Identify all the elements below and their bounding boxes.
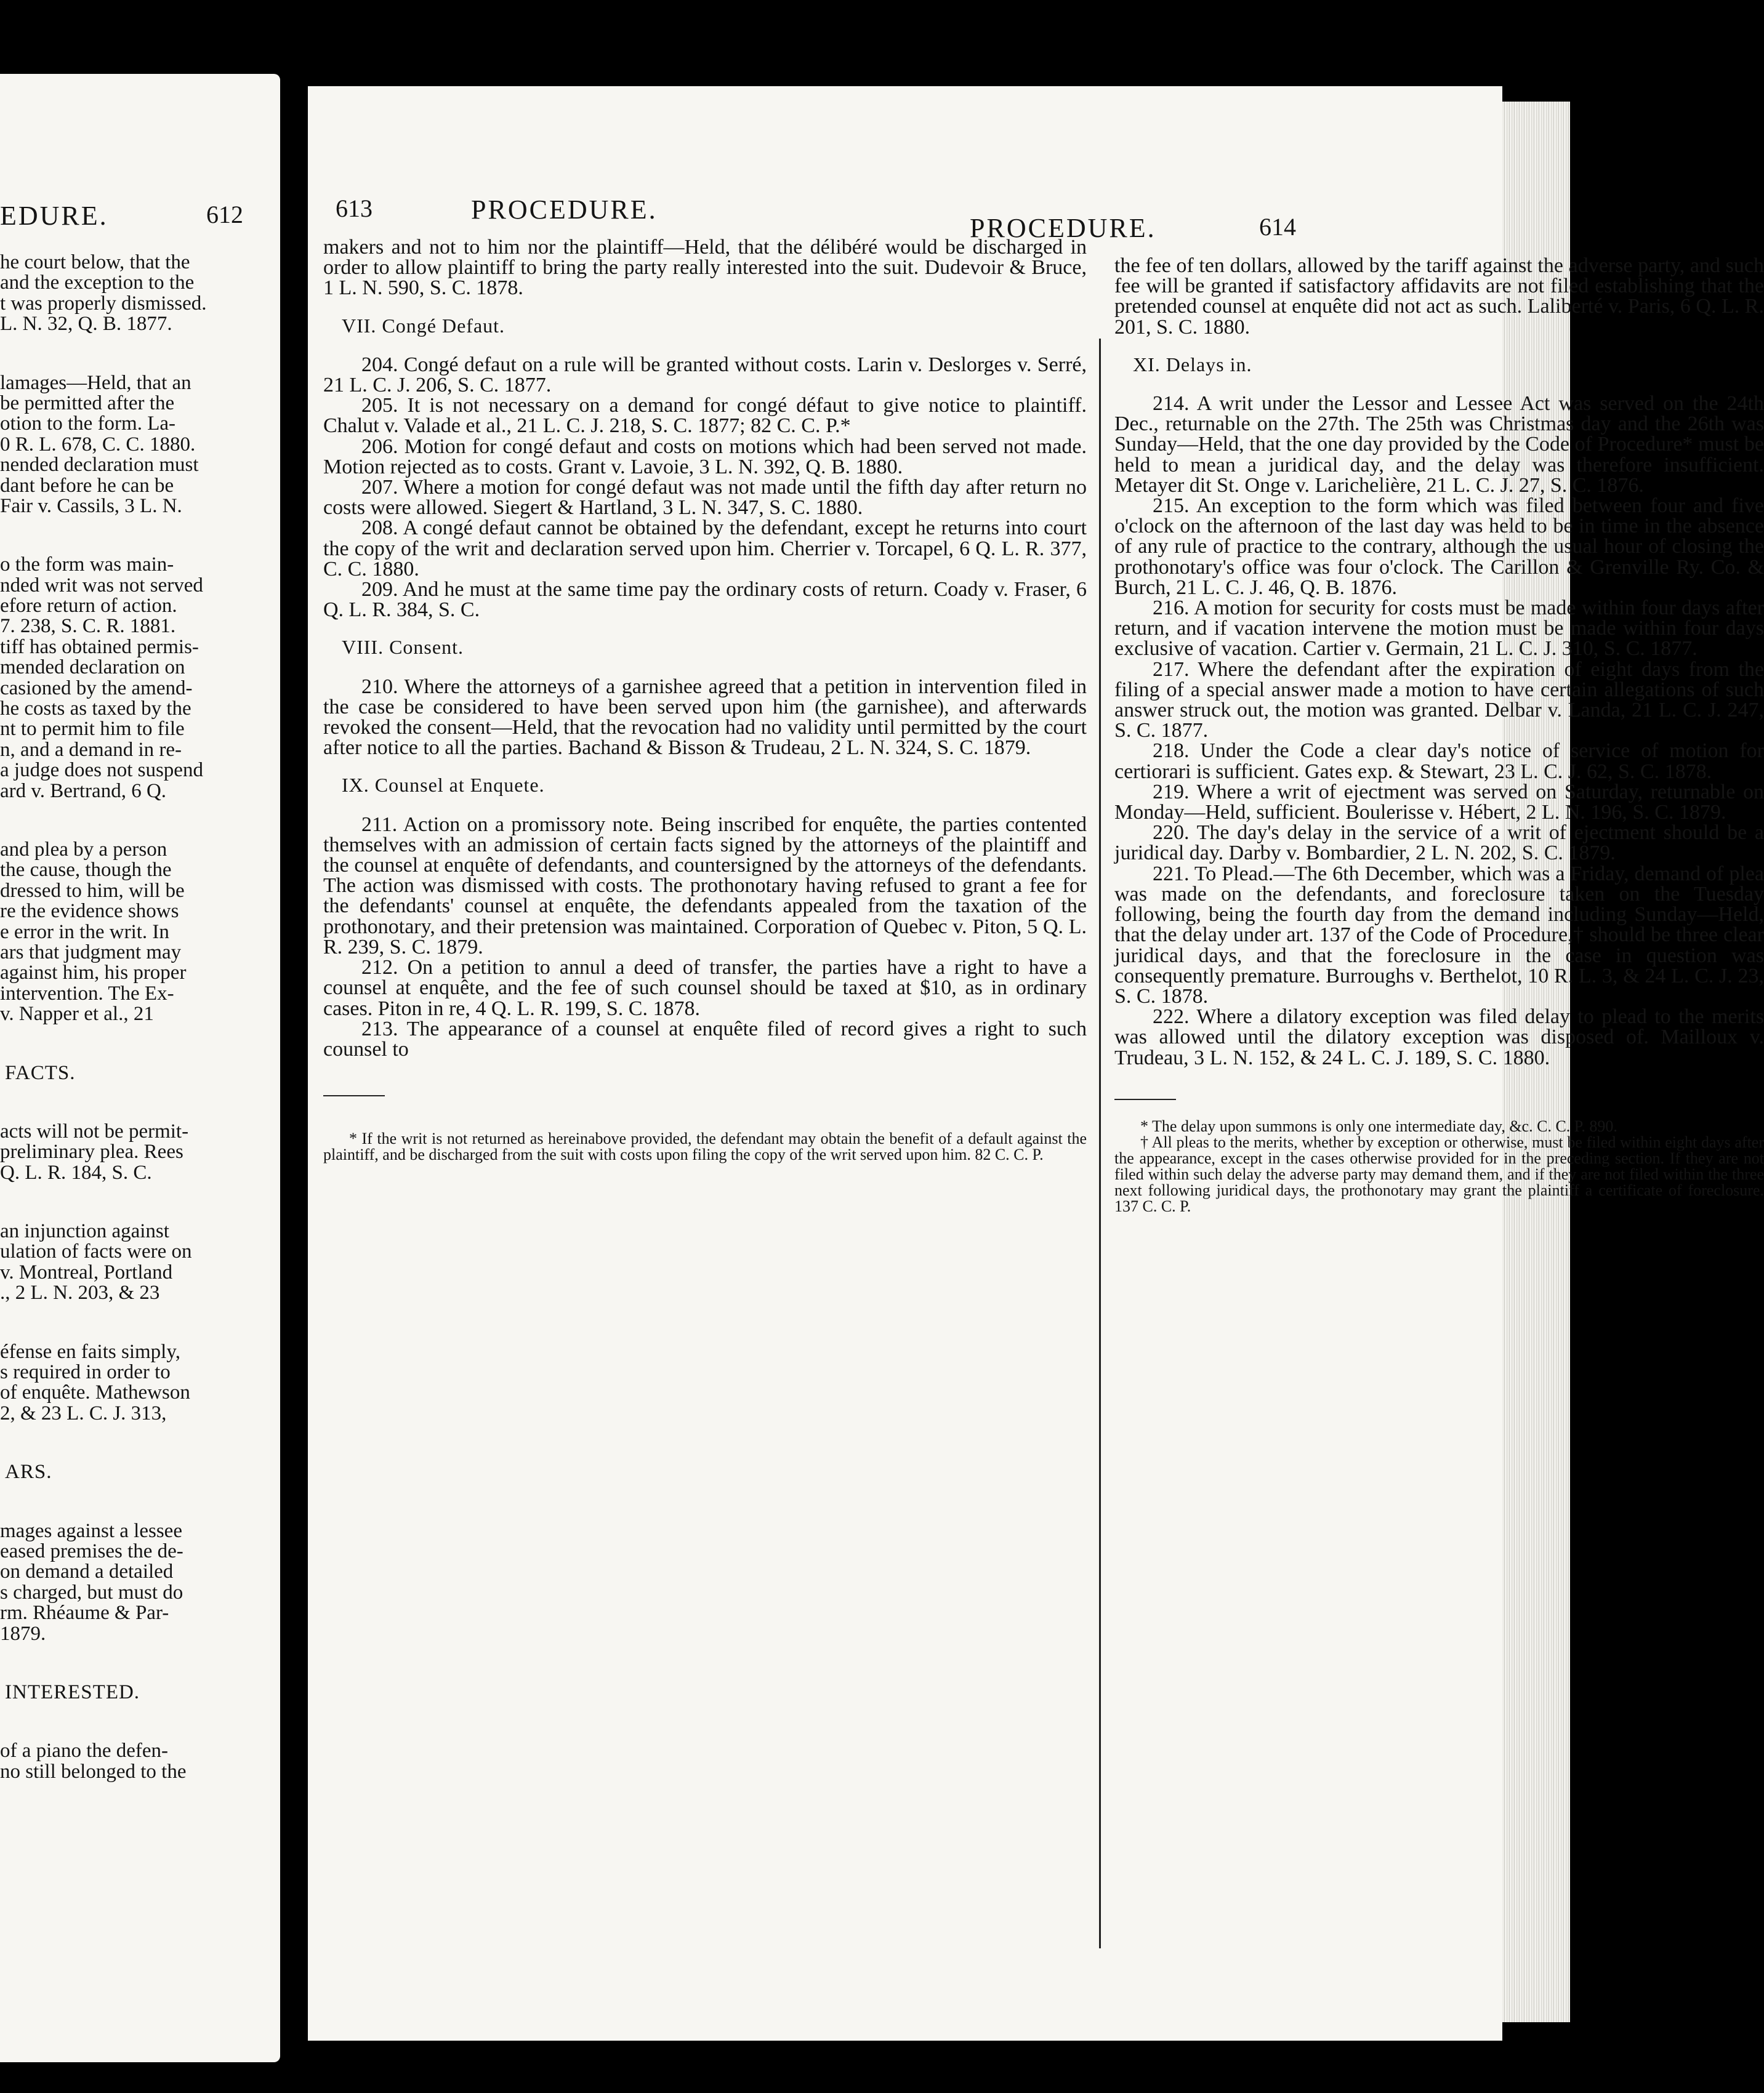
paragraph-206: 206. Motion for congé defaut and costs on motions which had been served not made. Motion rejected as to costs. Grant v. Lavoie, 3 L. N. 392, Q. B. 1880. [323,435,1087,478]
left-page-line: an injunction against [0,1220,169,1243]
left-page-line: he costs as taxed by the [0,697,191,720]
left-page-line [0,1183,240,1221]
left-page-line: ulation of facts were on [0,1240,192,1263]
paragraph-217: 217. Where the defendant after the expiration of eight days from the filing of a special answer made a motion to have certain allegations of such answer struck out, the motion was granted. Delbar v. Landa, 21 L. C. J. 247, S. C. 1877. [1114,657,1764,742]
left-page-line [0,1424,240,1462]
left-page-line: of enquête. Mathewson [0,1381,190,1404]
left-page-line [0,801,240,840]
paragraph-218: 218. Under the Code a clear day's notice of service of motion for certiorari is sufficient. Gates exp. & Stewart, 23 L. C. J. 62, S. C. 1878. [1114,739,1764,783]
left-page-line [0,516,240,555]
section-heading-vii: VII. Congé Defaut. [342,314,505,337]
paragraph-212: 212. On a petition to annul a deed of transfer, the parties have a right to have a counsel at enquête, and the fee of such counsel should be taxed at $10, as in ordinary cases. Piton in re, 4 Q. L. R. 199, S. C. 1878. [323,956,1087,1020]
paragraph-205: 205. It is not necessary on a demand for congé défaut to give notice to plaintiff. Chalut v. Valade et al., 21 L. C. J. 218, S. C. 1877; 82 C. C. P.* [323,394,1087,438]
left-page-line: on demand a detailed [0,1561,174,1583]
left-page [0,74,280,2062]
left-page-text [0,252,240,1782]
left-page-line: v. Napper et al., 21 [0,1003,154,1026]
left-page-line: Fair v. Cassils, 3 L. N. [0,494,182,517]
paragraph-219: 219. Where a writ of ejectment was served on Saturday, returnable on Monday—Held, sufficient. Boulerisse v. Hébert, 2 L. N. 196, S. C. 1879. [1114,780,1764,824]
left-page-line: mended declaration on [0,656,185,679]
left-page-line: nt to permit him to file [0,718,185,741]
left-page-line: 1879. [0,1622,46,1645]
left-page-line: the cause, though the [0,859,172,882]
left-page-line: dant before he can be [0,474,174,497]
left-page-line: acts will not be permit- [0,1120,189,1143]
paragraph-222: 222. Where a dilatory exception was filed delay to plead to the merits was allowed until the dilatory exception was disposed of. Mailloux v. Trudeau, 3 L. N. 152, & 24 L. C. J. 189, S. C. 1880. [1114,1005,1764,1069]
left-page-line: eased premises the de- [0,1540,183,1562]
left-page-line [0,1644,240,1682]
left-page-line: intervention. The Ex- [0,982,174,1005]
paragraph-215: 215. An exception to the form which was filed between four and five o'clock on the afternoon of the last day was held to be in time in the absence of any rule of practice to the contrary, although the usual hour of closing the prothonotary's office was four o'clock. The Carillon & Grenville Ry. Co. & Burch, 21 L. C. J. 46, Q. B. 1876. [1114,494,1764,599]
book-spread [308,86,1764,2041]
left-page-line: a judge does not suspend [0,759,203,782]
left-page-line: n, and a demand in re- [0,738,182,761]
left-page-line: rm. Rhéaume & Par- [0,1602,169,1625]
column-divider [1099,339,1101,1948]
left-page-line: he court below, that the [0,251,190,273]
page-number-613: 613 [336,195,373,222]
paragraph-214: 214. A writ under the Lessor and Lessee Act was served on the 24th Dec., returnable on the 27th. The 25th was Christmas day and the 26th was Sunday—Held, that the one day provided by the Code of Procedure* must be held to mean a juridical day, and the delay was therefore insufficient. Metayer dit St. Onge v. Larichelière, 21 L. C. J. 27, S. C. 1876. [1114,392,1764,497]
left-page-line: casioned by the amend- [0,677,193,699]
section-heading-viii: VIII. Consent. [342,636,464,659]
paragraph-220: 220. The day's delay in the service of a writ of ejectment should be a juridical day. Darby v. Bombardier, 2 L. N. 202, S. C. 1879. [1114,821,1764,865]
paragraph-211: 211. Action on a promissory note. Being inscribed for enquête, the parties contented themselves with an admission of certain facts signed by the attorneys of the plaintiff and the counsel at enquête of defendants, and countersigned by the attorneys of the defendants. The action was dismissed with costs. The prothonotary having refused to grant a fee for the defendants' counsel at enquête, the defendants appealed from the taxation of the prothonotary, and their pretension was maintained. Corporation of Quebec v. Piton, 5 Q. L. R. 239, S. C. 1879. [323,813,1087,958]
column-613 [323,237,1087,1163]
paragraph-216: 216. A motion for security for costs must be made within four days after return, and if vacation intervene the motion must be made within four days exclusive of vacation. Cartier v. Germain, 21 L. C. J. 310, S. C. 1877. [1114,597,1764,661]
footnote-614-first: * The delay upon summons is only one intermediate day, &c. C. C. P. 890. [1140,1117,1617,1135]
paragraph-204: 204. Congé defaut on a rule will be granted without costs. Larin v. Deslorges v. Serré, 21 L. C. J. 206, S. C. 1877. [323,353,1087,397]
paragraph-opening-614: the fee of ten dollars, allowed by the tariff against the adverse party, and such fee will be granted if satisfactory affidavits are not filed establishing that the pretended counsel at enquête did not act as such. Laliberté v. Paris, 6 Q. L. R. 201, S. C. 1880. [1114,254,1764,339]
left-page-line: dressed to him, will be [0,879,185,902]
left-page-line: ars that judgment may [0,941,182,963]
footnote-613 [323,1131,1087,1163]
column-614 [1114,255,1764,1215]
left-page-line [0,1304,240,1342]
left-page-line [0,1483,240,1521]
paragraph-209: 209. And he must at the same time pay the ordinary costs of return. Coady v. Fraser, 6 Q. L. R. 384, S. C. [323,578,1087,622]
left-page-line: preliminary plea. Rees [0,1141,183,1163]
left-page-number: 612 [206,201,243,228]
left-page-line: against him, his proper [0,962,187,984]
left-page-line [0,1703,240,1741]
left-page-line: nended declaration must [0,454,199,476]
section-heading-xi: XI. Delays in. [1133,353,1252,376]
left-page-line: and the exception to the [0,271,195,294]
left-page-line: be permitted after the [0,392,175,414]
left-page-line: L. N. 32, Q. B. 1877. [0,313,172,335]
left-page-line: FACTS. [5,1061,76,1084]
footnote-613-text: * If the writ is not returned as hereinabove provided, the defendant may obtain the benefit of a default against the plaintiff, and be discharged from the suit with costs upon filing the copy of the writ served upon him. 82 C. C. P. [323,1130,1087,1164]
left-page-line: o the form was main- [0,553,174,576]
left-page-line: ARS. [5,1461,52,1484]
footnote-rule-613 [323,1095,385,1096]
running-head-613: PROCEDURE. [471,195,658,225]
left-page-line [0,1083,240,1122]
left-page-line: mages against a lessee [0,1519,182,1542]
section-heading-ix: IX. Counsel at Enquete. [342,774,545,797]
left-running-head: EDURE. [0,201,108,231]
paragraph-opening-613: makers and not to him nor the plaintiff—Held, that the délibéré would be discharged in order to allow plaintiff to bring the party really interested into the suit. Dudevoir & Bruce, 1 L. N. 590, S. C. 1878. [323,236,1087,300]
left-page-line [0,335,240,373]
footnotes-614 [1114,1119,1764,1215]
left-page-line: t was properly dismissed. [0,292,207,315]
left-page-line: INTERESTED. [5,1681,140,1703]
left-page-line: e error in the writ. In [0,920,169,943]
footnote-rule-614 [1114,1099,1176,1100]
running-head-614: PROCEDURE. [970,213,1156,243]
left-page-line: v. Montreal, Portland [0,1261,173,1284]
paragraph-210: 210. Where the attorneys of a garnishee agreed that a petition in intervention filed in the case be considered to have been served upon him (the garnishee), and afterwards revoked the consent—Held, that the revocation had no validity until permitted by the court after notice to all the parties. Bachand & Bisson & Trudeau, 2 L. N. 324, S. C. 1879. [323,675,1087,760]
left-page-line: lamages—Held, that an [0,371,191,394]
left-page-line: 7. 238, S. C. R. 1881. [0,615,176,638]
left-page-line: of a piano the defen- [0,1740,169,1762]
paragraph-221: 221. To Plead.—The 6th December, which was a Friday, demand of plea was made on the defendants, and foreclosure taken on the Tuesday following, being the fourth day from the demand including Sunday—Held, that the delay under art. 137 of the Code of Procedure,† should be three clear juridical days, and that the foreclosure in the case in question was consequently premature. Burroughs v. Berthelot, 10 R. L. 3, & 24 L. C. J. 23, S. C. 1878. [1114,862,1764,1008]
left-page-line: Q. L. R. 184, S. C. [0,1161,152,1184]
left-page-line [0,1025,240,1063]
left-page-line: otion to the form. La- [0,412,176,435]
left-page-line: éfense en faits simply, [0,1340,180,1363]
footnote-614-second: † All pleas to the merits, whether by exception or otherwise, must be filed within eight days after the appearance, except in the cases otherwise provided for in the preceding section. If they are not filed within such delay the adverse party may demand them, and if they are not filed within the three next following juridical days, the prothonotary may grant the plaintiff a certificate of foreclosure. 137 C. C. P. [1114,1133,1764,1215]
left-page-line: efore return of action. [0,595,177,617]
paragraph-213: 213. The appearance of a counsel at enquête filed of record gives a right to such counsel to [323,1017,1087,1061]
left-page-line: s required in order to [0,1361,171,1384]
paragraph-208: 208. A congé defaut cannot be obtained by the defendant, except he returns into court the copy of the writ and declaration served upon him. Cherrier v. Torcapel, 6 Q. L. R. 377, C. C. 1880. [323,516,1087,580]
left-page-line: 0 R. L. 678, C. C. 1880. [0,433,196,456]
left-page-line: ard v. Bertrand, 6 Q. [0,779,167,802]
left-page-line: 2, & 23 L. C. J. 313, [0,1402,167,1424]
left-page-line: nded writ was not served [0,574,203,597]
left-page-line: re the evidence shows [0,900,179,923]
left-page-line: tiff has obtained permis- [0,635,199,658]
paragraph-207: 207. Where a motion for congé defaut was not made until the fifth day after return no costs were allowed. Siegert & Hartland, 3 L. N. 347, S. C. 1880. [323,476,1087,520]
left-page-line: ., 2 L. N. 203, & 23 [0,1282,160,1304]
left-page-line: no still belonged to the [0,1760,187,1783]
left-page-line: and plea by a person [0,838,167,861]
left-page-line: s charged, but must do [0,1581,183,1604]
page-number-614: 614 [1259,213,1296,241]
